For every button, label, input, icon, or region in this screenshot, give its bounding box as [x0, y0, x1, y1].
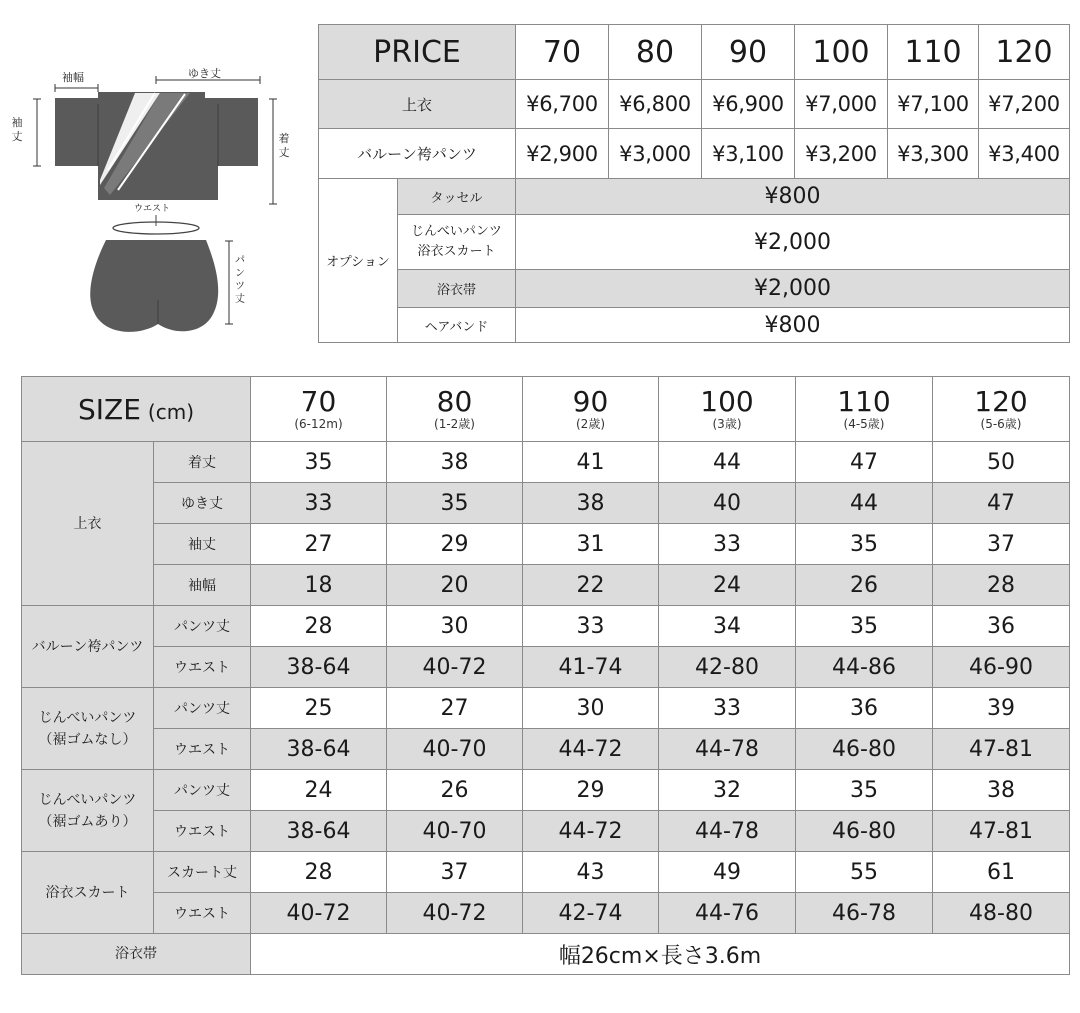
size-cell: 36	[796, 688, 933, 729]
size-cell: 39	[933, 688, 1070, 729]
obi-label: 浴衣帯	[22, 934, 251, 975]
size-cell: 33	[523, 606, 659, 647]
size-header-row	[22, 377, 1070, 442]
group-label-line2: （裾ゴムなし）	[38, 731, 137, 748]
size-cell: 38	[387, 442, 523, 483]
price-row-label: 上衣	[319, 80, 516, 129]
size-cell: 40-70	[387, 811, 523, 852]
size-cell: 30	[523, 688, 659, 729]
table-row	[22, 729, 1070, 770]
size-cell: 34	[659, 606, 796, 647]
group-label: バルーン袴パンツ	[22, 606, 154, 688]
size-cell: 37	[933, 524, 1070, 565]
size-title-cell	[22, 377, 251, 442]
size-cell: 46-90	[933, 647, 1070, 688]
price-cell: ¥3,400	[979, 129, 1070, 179]
size-cell: 38	[523, 483, 659, 524]
row-label: 袖丈	[154, 524, 251, 565]
size-col-70: 70 (6-12m)	[251, 377, 387, 442]
price-cell: ¥3,000	[609, 129, 702, 179]
price-size-100: 100	[795, 25, 888, 80]
price-table	[318, 24, 1070, 343]
size-cell: 18	[251, 565, 387, 606]
option-price: ¥2,000	[516, 270, 1070, 308]
size-cell: 27	[251, 524, 387, 565]
row-label: パンツ丈	[154, 688, 251, 729]
price-cell: ¥2,900	[516, 129, 609, 179]
size-cell: 33	[659, 688, 796, 729]
size-cell: 44	[659, 442, 796, 483]
size-cell: 46-78	[796, 893, 933, 934]
table-row	[22, 688, 1070, 729]
table-row	[22, 770, 1070, 811]
size-cell: 40-72	[251, 893, 387, 934]
obi-row	[22, 934, 1070, 975]
size-cell: 28	[933, 565, 1070, 606]
option-item-label: タッセル	[398, 179, 516, 215]
size-cell: 37	[387, 852, 523, 893]
price-size-120: 120	[979, 25, 1070, 80]
price-row-label: バルーン袴パンツ	[319, 129, 516, 179]
size-cell: 33	[659, 524, 796, 565]
price-size-110: 110	[888, 25, 979, 80]
size-unit: (cm)	[147, 399, 194, 424]
option-price: ¥800	[516, 179, 1070, 215]
size-cell: 44-72	[523, 811, 659, 852]
price-cell: ¥6,900	[702, 80, 795, 129]
size-cell: 47	[933, 483, 1070, 524]
row-label: ウエスト	[154, 729, 251, 770]
size-cell: 44	[796, 483, 933, 524]
row-label: スカート丈	[154, 852, 251, 893]
size-cell: 38	[933, 770, 1070, 811]
size-cell: 26	[796, 565, 933, 606]
size-cell: 48-80	[933, 893, 1070, 934]
price-cell: ¥6,700	[516, 80, 609, 129]
group-label: 上衣	[22, 442, 154, 606]
price-size-90: 90	[702, 25, 795, 80]
group-label-line1: じんべいパンツ	[38, 791, 137, 808]
row-label: パンツ丈	[154, 606, 251, 647]
size-cell: 40-72	[387, 647, 523, 688]
row-label: ゆき丈	[154, 483, 251, 524]
table-row	[22, 565, 1070, 606]
balloon-pants-shape	[90, 240, 218, 332]
option-row-tassel	[319, 179, 1070, 215]
size-cell: 35	[796, 524, 933, 565]
price-header-row	[319, 25, 1070, 80]
size-cell: 41-74	[523, 647, 659, 688]
row-label: ウエスト	[154, 647, 251, 688]
size-col-90: 90 (2歳)	[523, 377, 659, 442]
table-row	[22, 606, 1070, 647]
size-col-120: 120 (5-6歳)	[933, 377, 1070, 442]
table-row	[22, 524, 1070, 565]
size-table	[21, 376, 1070, 975]
price-size-80: 80	[609, 25, 702, 80]
price-cell: ¥7,200	[979, 80, 1070, 129]
label-waist: ウエスト	[134, 204, 171, 214]
size-cell: 44-72	[523, 729, 659, 770]
size-cell: 26	[387, 770, 523, 811]
size-cell: 32	[659, 770, 796, 811]
price-size-70: 70	[516, 25, 609, 80]
group-label-line1: じんべいパンツ	[38, 709, 137, 726]
option-item-label: ヘアバンド	[398, 308, 516, 343]
option-price: ¥800	[516, 308, 1070, 343]
size-cell: 44-76	[659, 893, 796, 934]
table-row	[22, 893, 1070, 934]
row-label: パンツ丈	[154, 770, 251, 811]
size-title: SIZE	[78, 392, 141, 426]
size-cell: 40-70	[387, 729, 523, 770]
size-cell: 30	[387, 606, 523, 647]
garment-diagram	[0, 0, 300, 350]
price-cell: ¥7,100	[888, 80, 979, 129]
label-body-length: 着丈	[278, 132, 290, 159]
size-col-110: 110 (4-5歳)	[796, 377, 933, 442]
size-cell: 40	[659, 483, 796, 524]
size-cell: 61	[933, 852, 1070, 893]
label-pants-length: パンツ丈	[235, 255, 245, 305]
size-cell: 49	[659, 852, 796, 893]
size-cell: 47-81	[933, 729, 1070, 770]
size-cell: 35	[796, 606, 933, 647]
size-cell: 33	[251, 483, 387, 524]
price-cell: ¥7,000	[795, 80, 888, 129]
row-label: ウエスト	[154, 893, 251, 934]
size-cell: 43	[523, 852, 659, 893]
size-cell: 50	[933, 442, 1070, 483]
size-cell: 35	[796, 770, 933, 811]
label-sleeve-width: 袖幅	[62, 71, 84, 84]
size-cell: 47-81	[933, 811, 1070, 852]
size-cell: 25	[251, 688, 387, 729]
option-label: オプション	[319, 179, 398, 343]
row-label: 袖幅	[154, 565, 251, 606]
row-label: 着丈	[154, 442, 251, 483]
group-label	[22, 688, 154, 770]
table-row	[22, 852, 1070, 893]
size-cell: 44-78	[659, 729, 796, 770]
option-row-hairband	[319, 308, 1070, 343]
price-cell: ¥6,800	[609, 80, 702, 129]
table-row	[22, 442, 1070, 483]
size-cell: 42-74	[523, 893, 659, 934]
option-row-jinbei-skirt	[319, 215, 1070, 270]
size-cell: 36	[933, 606, 1070, 647]
size-cell: 55	[796, 852, 933, 893]
price-title: PRICE	[319, 25, 516, 80]
size-col-80: 80 (1-2歳)	[387, 377, 523, 442]
option-row-obi	[319, 270, 1070, 308]
size-cell: 24	[251, 770, 387, 811]
group-label: 浴衣スカート	[22, 852, 154, 934]
size-cell: 38-64	[251, 647, 387, 688]
size-cell: 40-72	[387, 893, 523, 934]
size-cell: 44-86	[796, 647, 933, 688]
size-cell: 46-80	[796, 729, 933, 770]
table-row	[22, 647, 1070, 688]
price-row-pants	[319, 129, 1070, 179]
option-item-label	[398, 215, 516, 270]
size-cell: 31	[523, 524, 659, 565]
size-cell: 20	[387, 565, 523, 606]
size-cell: 42-80	[659, 647, 796, 688]
option-item-label: 浴衣帯	[398, 270, 516, 308]
table-row	[22, 811, 1070, 852]
obi-value: 幅26cm×長さ3.6m	[251, 934, 1070, 975]
size-cell: 41	[523, 442, 659, 483]
size-cell: 44-78	[659, 811, 796, 852]
size-cell: 38-64	[251, 729, 387, 770]
size-cell: 29	[387, 524, 523, 565]
price-row-top	[319, 80, 1070, 129]
size-cell: 28	[251, 852, 387, 893]
size-col-100: 100 (3歳)	[659, 377, 796, 442]
size-cell: 27	[387, 688, 523, 729]
size-cell: 38-64	[251, 811, 387, 852]
size-cell: 29	[523, 770, 659, 811]
option-item-label-line1: じんべいパンツ	[411, 224, 502, 239]
price-cell: ¥3,200	[795, 129, 888, 179]
table-row	[22, 483, 1070, 524]
option-item-label-line2: 浴衣スカート	[417, 244, 496, 259]
size-cell: 35	[251, 442, 387, 483]
option-price: ¥2,000	[516, 215, 1070, 270]
size-cell: 22	[523, 565, 659, 606]
size-cell: 28	[251, 606, 387, 647]
label-sleeve-length: 袖丈	[11, 116, 23, 143]
group-label-line2: （裾ゴムあり）	[38, 813, 137, 830]
row-label: ウエスト	[154, 811, 251, 852]
garment-illustration	[0, 0, 300, 350]
group-label	[22, 770, 154, 852]
price-cell: ¥3,300	[888, 129, 979, 179]
label-yuki-length: ゆき丈	[188, 67, 221, 80]
price-cell: ¥3,100	[702, 129, 795, 179]
size-cell: 46-80	[796, 811, 933, 852]
size-cell: 47	[796, 442, 933, 483]
size-cell: 24	[659, 565, 796, 606]
size-cell: 35	[387, 483, 523, 524]
